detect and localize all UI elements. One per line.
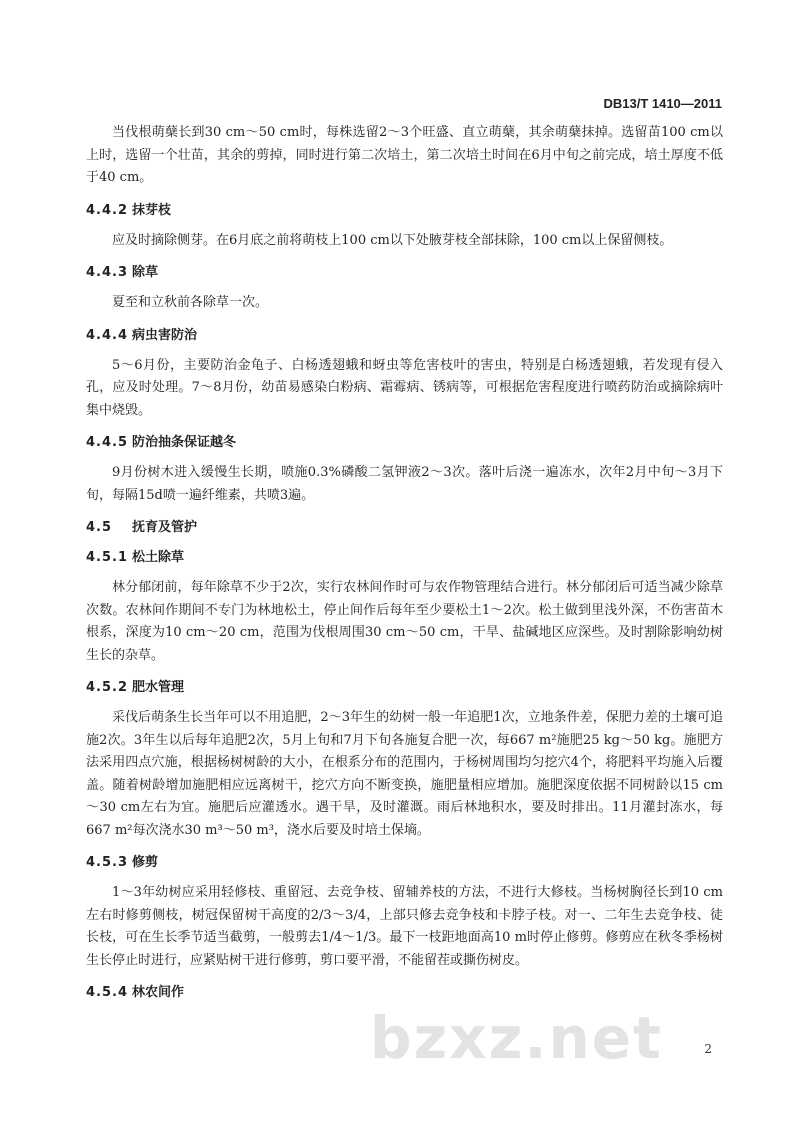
watermark: bzxz.net: [370, 1004, 663, 1072]
section-title: 除草: [132, 265, 159, 280]
section-number: 4.5.3: [86, 855, 129, 870]
section-number: 4.5.2: [86, 680, 129, 695]
section-heading-4-5: [86, 519, 723, 537]
paragraph-4-5-1: 林分郁闭前，每年除草不少于2次，实行农林间作时可与农作物管理结合进行。林分郁闭后可适当减少除草次数。农林间作期间不专门为林地松土，停止间作后每年至少要松土1～2次。松土做到里浅外深，不伤害苗木根系，深度为10 cm～20 cm，范围为伐根周围30 cm～50 cm，干旱、盐碱地区应深些。及时割除影响幼树生长的杂草。: [86, 580, 723, 663]
paragraph-4-4-2: 应及时摘除侧芽。在6月底之前将萌枝上100 cm以下处腋芽枝全部抹除，100 cm以上保留侧枝。: [112, 232, 673, 248]
section-heading-4-5-1: [86, 549, 723, 567]
section-title: 林农间作: [132, 985, 185, 1000]
section-heading-4-4-3: [86, 264, 723, 282]
section-heading-4-4-4: [86, 327, 723, 345]
section-title: 松土除草: [132, 550, 185, 565]
section-heading-4-4-5: [86, 434, 723, 452]
paragraph-4-4-3: 夏至和立秋前各除草一次。: [112, 295, 269, 310]
section-number: 4.4.3: [86, 265, 129, 280]
section-number: 4.5: [86, 520, 113, 535]
section-title: 防治抽条保证越冬: [132, 435, 237, 450]
section-number: 4.4.5: [86, 435, 129, 450]
section-heading-4-4-2: [86, 202, 723, 220]
paragraph-4-4-1-continued: 当伐根萌蘖长到30 cm～50 cm时，每株选留2～3个旺盛、直立萌蘖，其余萌蘖抹掉。选留苗100 cm以上时，选留一个壮苗，其余的剪掉，同时进行第二次培土，第二次培土时间在6月中旬之前完成，培土厚度不低于40 cm。: [86, 125, 723, 185]
section-title: 肥水管理: [132, 680, 185, 695]
section-number: 4.4.4: [86, 327, 129, 343]
section-number: 4.5.1: [86, 550, 129, 565]
paragraph-4-4-5: 9月份树木进入缓慢生长期，喷施0.3%磷酸二氢钾液2～3次。落叶后浇一遍冻水，次年2月中旬～3月下旬，每隔15d喷一遍纤维素，共喷3遍。: [86, 465, 723, 503]
section-heading-4-5-3: [86, 854, 723, 872]
page-number: 2: [704, 1042, 712, 1056]
section-number: 4.4.2: [86, 202, 129, 218]
section-heading-4-5-4: [86, 984, 723, 1002]
paragraph-4-4-4: 5～6月份，主要防治金龟子、白杨透翅蛾和蚜虫等危害枝叶的害虫，特别是白杨透翅蛾，若发现有侵入孔，应及时处理。7～8月份，幼苗易感染白粉病、霜霉病、锈病等，可根据危害程度进行喷药防治或摘除病叶集中烧毁。: [86, 357, 723, 418]
section-heading-4-5-2: [86, 679, 723, 697]
section-title: 抹芽枝: [132, 202, 172, 218]
section-number: 4.5.4: [86, 985, 129, 1000]
section-title: 修剪: [132, 855, 159, 870]
document-code: DB13/T 1410—2011: [603, 96, 722, 111]
document-body: [86, 122, 723, 1012]
paragraph-4-5-2: 采伐后萌条生长当年可以不用追肥，2～3年生的幼树一般一年追肥1次，立地条件差，保肥力差的土壤可追施2次。3年生以后每年追肥2次，5月上旬和7月下旬各施复合肥一次，每667 m²施肥25 kg～50 kg。施肥方法采用四点穴施，根据杨树树龄的大小，在根系分布的范围内，于杨树周围均匀挖穴4个，将肥料平均施入后覆盖。随着树龄增加施肥相应远离树干，挖穴方向不断变换，施肥量相应增加。施肥深度依据不同树龄以15 cm～30 cm左右为宜。施肥后应灌透水。遇干旱，及时灌溉。雨后林地积水，要及时排出。11月灌封冻水，每667 m²每次浇水30 m³～50 m³，浇水后要及时培土保墒。: [86, 710, 723, 838]
paragraph-4-5-3: 1～3年幼树应采用轻修枝、重留冠、去竞争枝、留辅养枝的方法，不进行大修枝。当杨树胸径长到10 cm左右时修剪侧枝，树冠保留树干高度的2/3～3/4，上部只修去竞争枝和卡脖子枝。对一、二年生去竞争枝、徒长枝，可在生长季节适当截剪，一般剪去1/4～1/3。最下一枝距地面高10 m时停止修剪。修剪应在秋冬季杨树生长停止时进行，应紧贴树干进行修剪，剪口要平滑，不能留茬或撕伤树皮。: [86, 885, 723, 968]
section-title: 抚育及管护: [132, 520, 198, 535]
section-title: 病虫害防治: [132, 327, 198, 343]
